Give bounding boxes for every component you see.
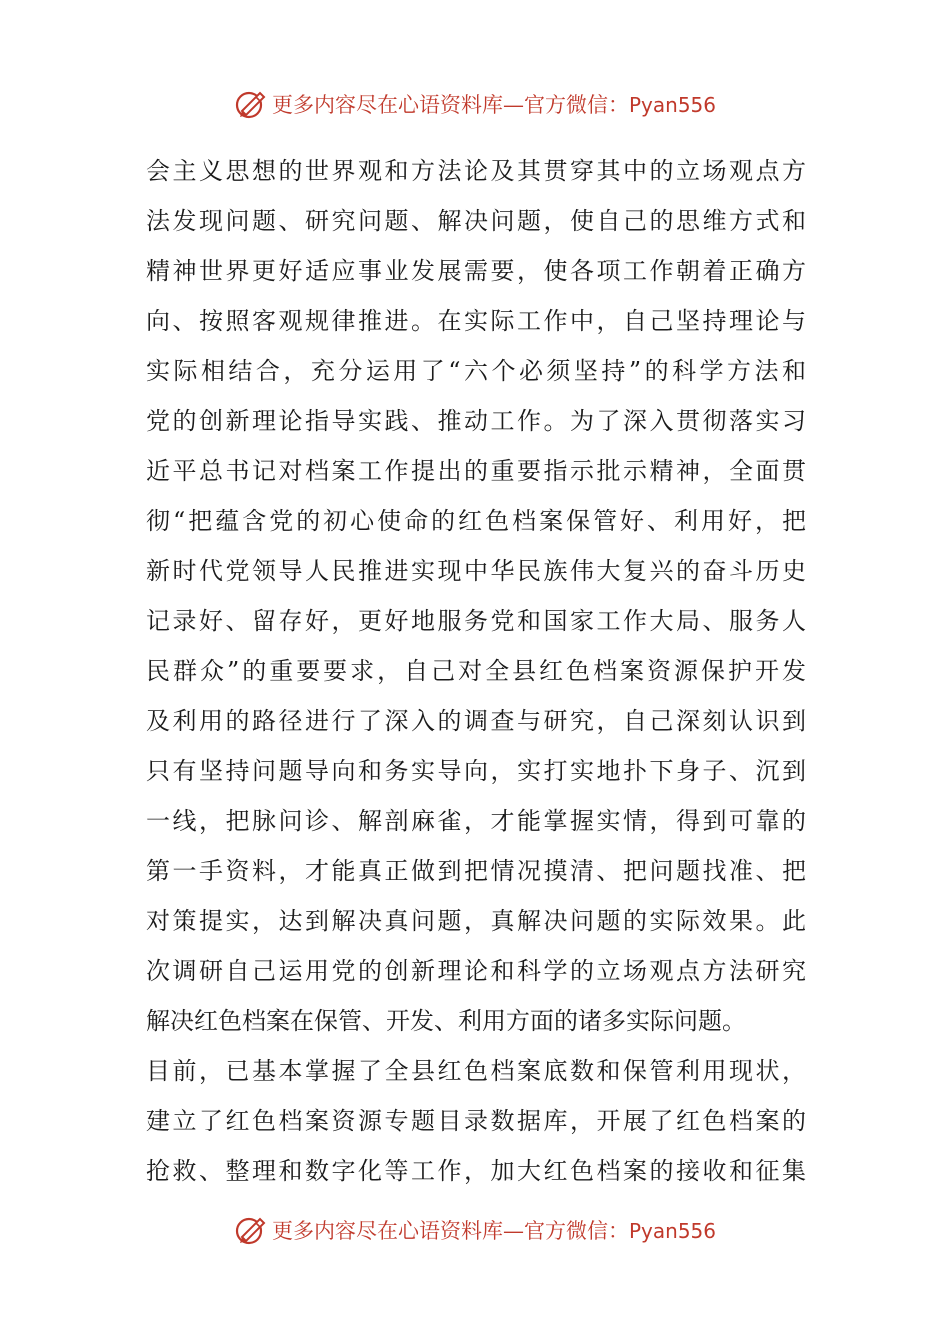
- text-line: 第一手资料，才能真正做到把情况摸清、把问题找准、把: [146, 857, 806, 885]
- text-line: 对策提实，达到解决真问题，真解决问题的实际效果。此: [146, 907, 806, 935]
- text-line: 民群众”的重要要求，自己对全县红色档案资源保护开发: [146, 657, 806, 685]
- text-line: 建立了红色档案资源专题目录数据库，开展了红色档案的: [146, 1107, 806, 1135]
- text-line: 目前，已基本掌握了全县红色档案底数和保管利用现状，: [146, 1057, 806, 1085]
- footer-banner-text: [272, 1215, 716, 1245]
- banner-label: 更多内容尽在心语资料库—官方微信：: [271, 93, 629, 117]
- header-banner-text: [272, 89, 716, 119]
- text-line: 向、按照客观规律推进。在实际工作中，自己坚持理论与: [146, 307, 806, 335]
- text-line: 精神世界更好适应事业发展需要，使各项工作朝着正确方: [146, 257, 806, 285]
- wechat-id: Pyan556: [628, 93, 716, 117]
- text-line: 次调研自己运用党的创新理论和科学的立场观点方法研究: [146, 957, 806, 985]
- text-line: 会主义思想的世界观和方法论及其贯穿其中的立场观点方: [146, 157, 806, 185]
- text-line: 实际相结合，充分运用了“六个必须坚持”的科学方法和: [146, 357, 806, 385]
- pen-logo-icon: [234, 1213, 268, 1247]
- text-line: 及利用的路径进行了深入的调查与研究，自己深刻认识到: [146, 707, 806, 735]
- header-banner: [0, 84, 950, 124]
- text-line: 记录好、留存好，更好地服务党和国家工作大局、服务人: [146, 607, 806, 635]
- banner-label: 更多内容尽在心语资料库—官方微信：: [271, 1219, 629, 1243]
- footer-banner: [0, 1210, 950, 1250]
- text-line: 彻“把蕴含党的初心使命的红色档案保管好、利用好，把: [146, 507, 806, 535]
- text-line: 法发现问题、研究问题、解决问题，使自己的思维方式和: [146, 207, 806, 235]
- wechat-id: Pyan556: [628, 1219, 716, 1243]
- text-line: 抢救、整理和数字化等工作，加大红色档案的接收和征集: [146, 1157, 806, 1185]
- text-line: 新时代党领导人民推进实现中华民族伟大复兴的奋斗历史: [146, 557, 806, 585]
- text-line: 一线，把脉问诊、解剖麻雀，才能掌握实情，得到可靠的: [146, 807, 806, 835]
- text-line: 解决红色档案在保管、开发、利用方面的诸多实际问题。: [146, 1007, 746, 1035]
- pen-logo-icon: [234, 87, 268, 121]
- document-body: [146, 146, 806, 1196]
- text-line: 近平总书记对档案工作提出的重要指示批示精神，全面贯: [146, 457, 806, 485]
- text-line: 党的创新理论指导实践、推动工作。为了深入贯彻落实习: [146, 407, 806, 435]
- text-line: 只有坚持问题导向和务实导向，实打实地扑下身子、沉到: [146, 757, 806, 785]
